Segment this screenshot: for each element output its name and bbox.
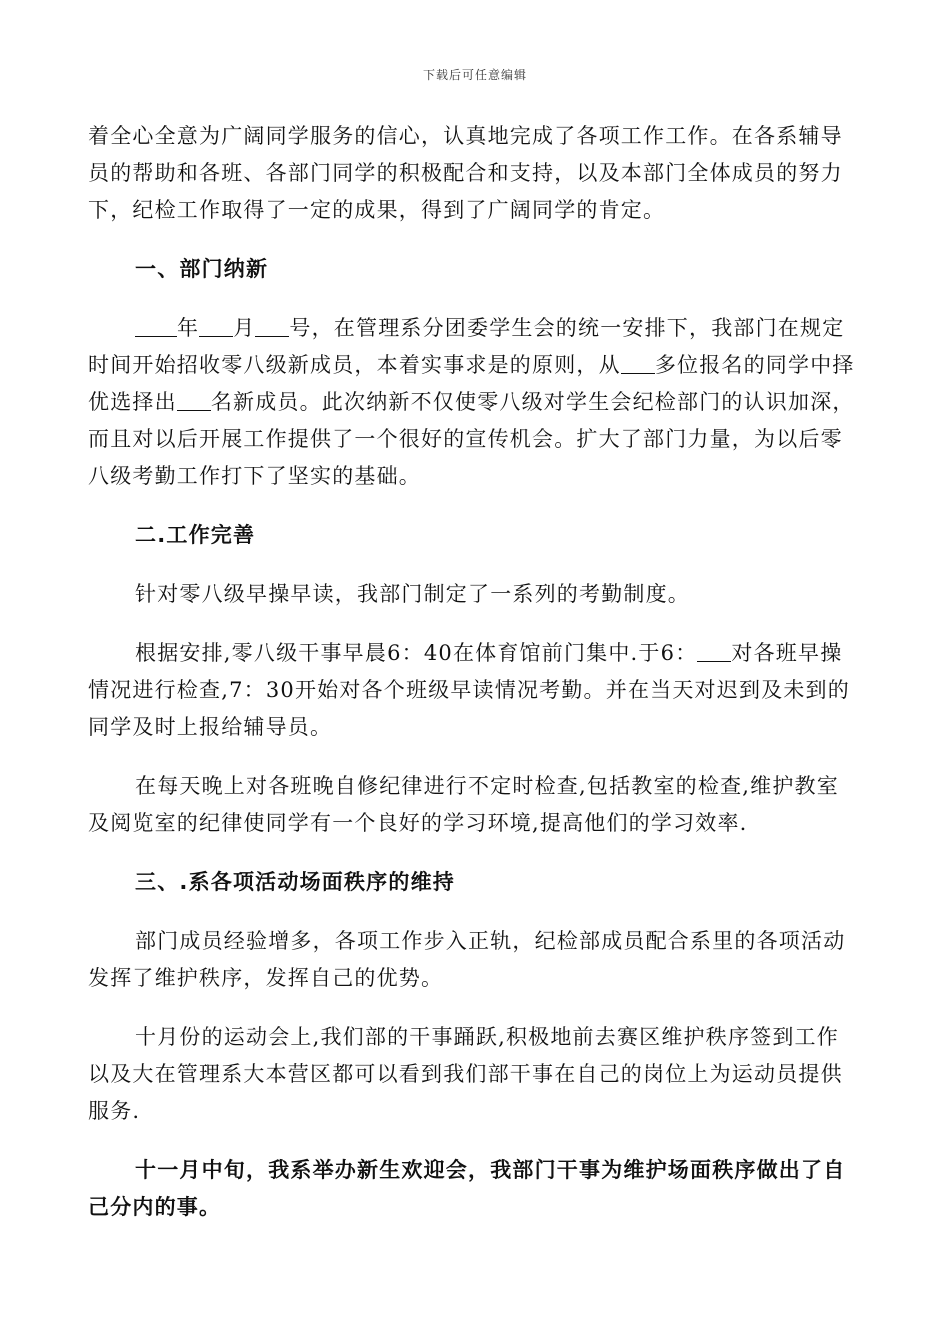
section-1-heading: 一、部门纳新 <box>135 257 269 281</box>
document-body <box>88 118 858 1226</box>
blank-month <box>199 318 233 337</box>
blank-applicants <box>621 355 655 374</box>
text-select: 多位报名的同学中择优选择出 <box>88 353 855 414</box>
page-header-note: 下载后可任意编辑 <box>422 68 527 82</box>
section-1-paragraph <box>88 310 858 495</box>
text-month: 月 <box>233 316 256 340</box>
section-3-paragraph-1: 部门成员经验增多，各项工作步入正轨，纪检部成员配合系里的各项活动发挥了维护秩序，发挥自己的优势。 <box>88 929 846 990</box>
text-recruit-intro: 号，在管理系分团委学生会的统一安排下，我部门在规定时间开始招收零八级新成员，本着实事求是的原则，从 <box>88 316 845 377</box>
text-recruit-result: 名新成员。此次纳新不仅使零八级对学生会纪检部门的认识加深，而且对以后开展工作提供了一个很好的宣传机会。扩大了部门力量，为以后零八级考勤工作打下了坚实的基础。 <box>88 390 855 488</box>
section-2-heading: 二.工作完善 <box>135 523 256 547</box>
blank-new-members <box>177 392 211 411</box>
section-3-paragraph-2: 十月份的运动会上,我们部的干事踊跃,积极地前去赛区维护秩序签到工作以及大在管理系大本营区都可以看到我们部干事在自己的岗位上为运动员提供服务. <box>88 1025 843 1123</box>
text-schedule-rest: 对各班早操情况进行检查,7：30开始对各个班级早读情况考勤。并在当天对迟到及未到的同学及时上报给辅导员。 <box>88 641 850 739</box>
section-3-paragraph-3: 十一月中旬，我系举办新生欢迎会，我部门干事为维护场面秩序做出了自己分内的事。 <box>88 1158 846 1219</box>
section-3-heading: 三、.系各项活动场面秩序的维持 <box>135 870 455 894</box>
text-schedule: 根据安排,零八级干事早晨6：40在体育馆前门集中.于6： <box>135 641 698 665</box>
blank-year <box>135 318 177 337</box>
section-2-paragraph-3: 在每天晚上对各班晚自修纪律进行不定时检查,包括教室的检查,维护教室及阅览室的纪律使同学有一个良好的学习环境,提高他们的学习效率. <box>88 774 839 835</box>
blank-day <box>255 318 289 337</box>
section-2-paragraph-1: 针对零八级早操早读，我部门制定了一系列的考勤制度。 <box>135 582 690 606</box>
blank-check-time <box>697 643 731 662</box>
intro-paragraph: 着全心全意为广阔同学服务的信心，认真地完成了各项工作工作。在各系辅导员的帮助和各班、各部门同学的积极配合和支持，以及本部门全体成员的努力下，纪检工作取得了一定的成果，得到了广阔同学的肯定。 <box>88 124 843 222</box>
text-year: 年 <box>177 316 200 340</box>
section-2-paragraph-2 <box>88 635 858 746</box>
